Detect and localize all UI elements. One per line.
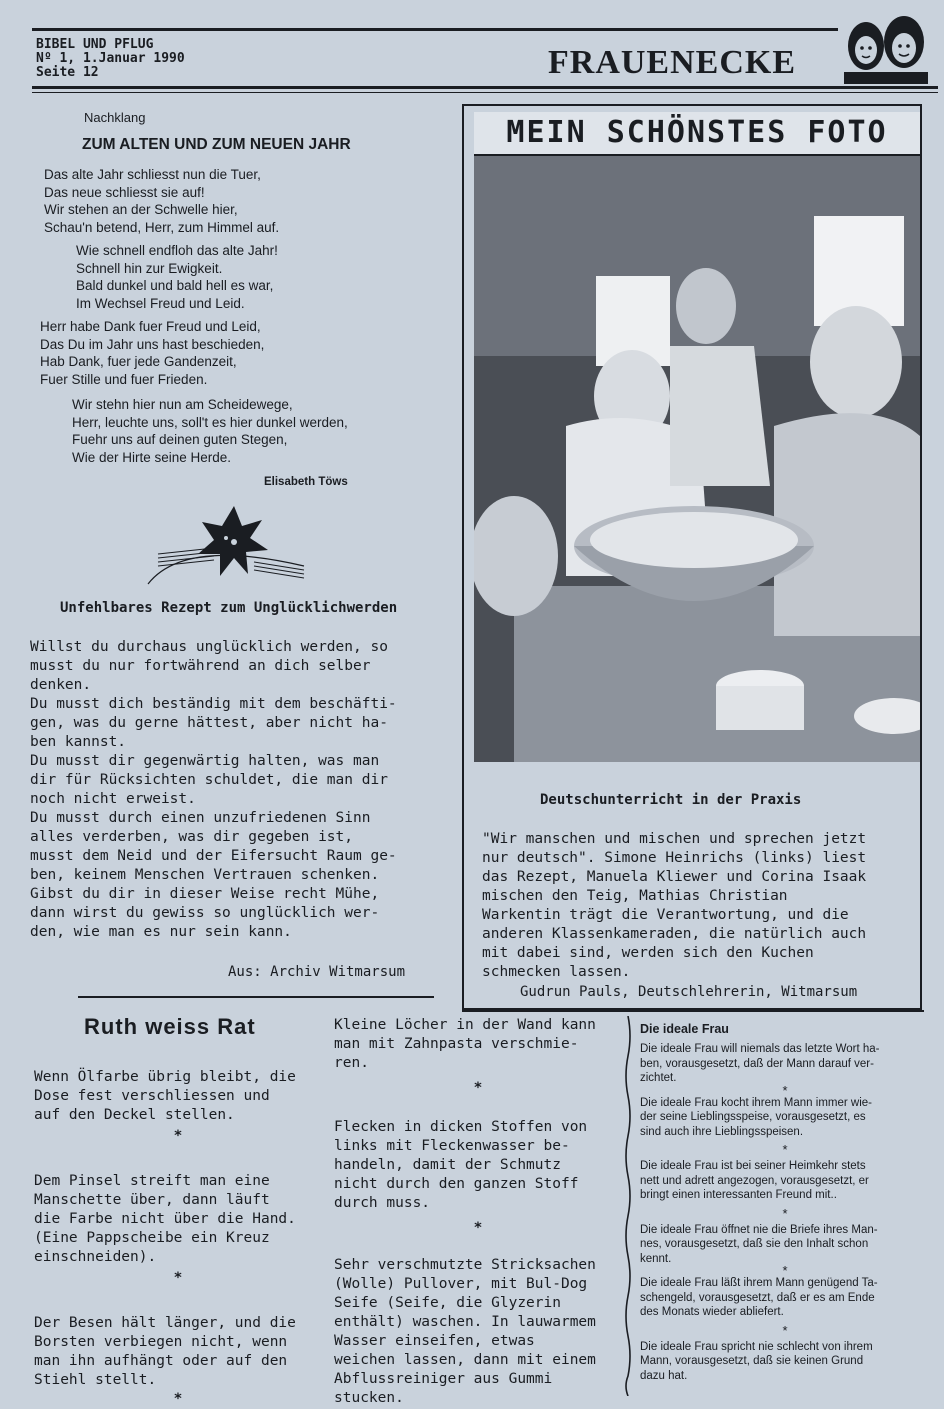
- recipe-line: Du musst dich beständig mit dem beschäfti-: [30, 696, 397, 712]
- separator-star: *: [173, 1270, 183, 1286]
- section-title: FRAUENECKE: [548, 44, 797, 81]
- photo-caption: [482, 830, 914, 982]
- advice-line: man mit Zahnpasta verschmie-: [334, 1036, 579, 1052]
- advice-column-left: [34, 1068, 322, 1409]
- poem-line: Wir stehen an der Schwelle hier,: [44, 202, 238, 217]
- recipe-line: musst du nur fortwährend an dich selber: [30, 658, 371, 674]
- advice-line: Dose fest verschliessen und: [34, 1088, 270, 1104]
- masthead-issue: Nº 1, 1.Januar 1990: [36, 51, 185, 66]
- recipe-source: Aus: Archiv Witmarsum: [228, 964, 406, 980]
- recipe-line: gen, was du gerne hättest, aber nicht ha-: [30, 715, 388, 731]
- ideal-wife-body: [640, 1042, 930, 1383]
- advice-line: handeln, damit der Schmutz: [334, 1157, 561, 1173]
- advice-line: Borsten verbiegen nicht, wenn: [34, 1334, 288, 1350]
- caption-line: anderen Klassenkameraden, die natürlich auch: [482, 926, 867, 942]
- caption-line: das Rezept, Manuela Kliewer und Corina Isaak: [482, 869, 867, 885]
- ideal-line: schengeld, vorausgesetzt, daß er es am Ende: [640, 1291, 875, 1304]
- recipe-line: Gibst du dir in dieser Weise recht Mühe,: [30, 886, 380, 902]
- advice-line: Seife (Seife, die Glyzerin: [334, 1295, 561, 1311]
- advice-line: durch muss.: [334, 1195, 431, 1211]
- ideal-line: Mann, vorausgesetzt, daß sie keinen Grund: [640, 1355, 864, 1367]
- separator-star: *: [782, 1263, 788, 1278]
- caption-line: Warkentin trägt die Verantwortung, und die: [482, 907, 849, 923]
- poem-title: ZUM ALTEN UND ZUM NEUEN JAHR: [82, 136, 351, 153]
- ideal-line: Die ideale Frau läßt ihrem Mann genügend Ta-: [640, 1277, 878, 1289]
- masthead-bottom-rule: [32, 86, 938, 89]
- poem-stanza: [40, 318, 264, 388]
- caption-line: "Wir manschen und mischen und sprechen jetzt: [482, 831, 867, 847]
- advice-line: Stiehl stellt.: [34, 1372, 157, 1388]
- ideal-line: kennt.: [640, 1252, 672, 1265]
- photo-feature-header: MEIN SCHÖNSTES FOTO: [474, 112, 920, 156]
- recipe-line: musst dem Neid und der Eifersucht Raum ge-: [30, 848, 397, 864]
- advice-line: (Wolle) Pullover, mit Bul-Dog: [334, 1276, 588, 1292]
- poem-kicker: Nachklang: [84, 110, 146, 125]
- advice-line: einschneiden).: [34, 1249, 157, 1265]
- recipe-line: ben, keinem Menschen Vertrauen schenken.: [30, 867, 380, 883]
- poem-line: Das alte Jahr schliesst nun die Tuer,: [44, 167, 261, 182]
- poem-line: Wie der Hirte seine Herde.: [72, 449, 232, 465]
- photo-caption-title: Deutschunterricht in der Praxis: [540, 792, 802, 808]
- advice-line: man ihn aufhängt oder auf den: [34, 1353, 288, 1369]
- ideal-line: Die ideale Frau ist bei seiner Heimkehr stets: [640, 1160, 866, 1172]
- recipe-body: [30, 638, 434, 942]
- advice-line: Flecken in dicken Stoffen von: [334, 1119, 588, 1135]
- poem-line: Herr, leuchte uns, soll't es hier dunkel werden,: [72, 414, 348, 430]
- separator-star: *: [782, 1205, 788, 1221]
- right-section-divider: [462, 1010, 924, 1012]
- advice-line: Wasser einseifen, etwas: [334, 1333, 535, 1349]
- caption-line: schmecken lassen.: [482, 964, 631, 980]
- caption-line: mit dabei sind, werden sich den Kuchen: [482, 945, 814, 961]
- advice-line: die Farbe nicht über die Hand.: [34, 1211, 296, 1227]
- poem-line: Wie schnell endfloh das alte Jahr!: [76, 243, 278, 258]
- poem-line: Fuehr uns auf deinen guten Stegen,: [72, 432, 288, 447]
- recipe-line: den, wie man es nur sein kann.: [30, 924, 292, 940]
- advice-line: Der Besen hält länger, und die: [34, 1315, 296, 1331]
- ideal-line: dazu hat.: [640, 1369, 688, 1382]
- advice-line: nicht durch den ganzen Stoff: [334, 1176, 579, 1192]
- advice-line: Dem Pinsel streift man eine: [34, 1173, 270, 1189]
- masthead-page-number: Seite 12: [36, 65, 99, 80]
- left-section-divider: [78, 996, 434, 998]
- advice-line: stucken.: [334, 1390, 404, 1406]
- masthead-bottom-rule-thin: [32, 92, 938, 93]
- ideal-line: Die ideale Frau will niemals das letzte Wort ha-: [640, 1043, 880, 1055]
- recipe-line: dann wirst du gewiss so unglücklich wer-: [30, 905, 380, 921]
- advice-line: Kleine Löcher in der Wand kann: [334, 1017, 596, 1033]
- ideal-line: ben, vorausgesetzt, daß der Mann darauf ver-: [640, 1057, 874, 1070]
- recipe-line: dir für Rücksichten schuldet, die man dir: [30, 772, 388, 788]
- separator-star: *: [473, 1080, 483, 1096]
- ideal-line: Die ideale Frau kocht ihrem Mann immer wie-: [640, 1096, 872, 1109]
- advice-line: links mit Fleckenwasser be-: [334, 1138, 570, 1154]
- poem-stanza: [44, 166, 279, 236]
- ideal-line: Die ideale Frau spricht nie schlecht von ihrem: [640, 1340, 873, 1353]
- advice-column-right: [334, 1016, 622, 1408]
- poem-stanza: [72, 396, 348, 466]
- poem-line: Im Wechsel Freud und Leid.: [76, 295, 245, 311]
- poem-line: Schnell hin zur Ewigkeit.: [76, 260, 223, 276]
- advice-line: auf den Deckel stellen.: [34, 1107, 235, 1123]
- recipe-line: Du musst dir gegenwärtig halten, was man: [30, 753, 380, 769]
- advice-line: Wenn Ölfarbe übrig bleibt, die: [34, 1069, 296, 1085]
- ideal-line: sind auch ihre Lieblingsspeisen.: [640, 1125, 804, 1138]
- separator-star: *: [173, 1128, 183, 1144]
- ideal-line: bringt einen interessanten Freund mit..: [640, 1189, 837, 1201]
- poem-line: Schau'n betend, Herr, zum Himmel auf.: [44, 219, 280, 235]
- advice-line: weichen lassen, dann mit einem: [334, 1352, 596, 1368]
- ideal-line: der seine Lieblingsspeise, vorausgesetzt, es: [640, 1111, 866, 1123]
- poem-author: Elisabeth Töws: [264, 476, 348, 488]
- separator-star: *: [473, 1220, 483, 1236]
- ideal-line: des Monats wieder abliefert.: [640, 1306, 784, 1318]
- separator-star: *: [782, 1082, 788, 1098]
- poem-stanza: [76, 242, 278, 312]
- poem-line: Hab Dank, fuer jede Gandenzeit,: [40, 354, 237, 369]
- advice-line: Sehr verschmutzte Stricksachen: [334, 1257, 596, 1273]
- wavy-column-divider: [622, 1016, 634, 1396]
- recipe-title: Unfehlbares Rezept zum Unglücklichwerden: [60, 600, 398, 616]
- recipe-line: Willst du durchaus unglücklich werden, so: [30, 639, 388, 655]
- poem-line: Fuer Stille und fuer Frieden.: [40, 371, 208, 387]
- poem-line: Herr habe Dank fuer Freud und Leid,: [40, 319, 261, 334]
- poem-line: Bald dunkel und bald hell es war,: [76, 278, 274, 293]
- separator-star: *: [782, 1322, 788, 1338]
- caption-line: mischen den Teig, Mathias Christian: [482, 888, 788, 904]
- holly-music-ornament-icon: [144, 498, 314, 592]
- masthead-publication: BIBEL UND PFLUG: [36, 37, 154, 52]
- poem-line: Das Du im Jahr uns hast beschieden,: [40, 336, 265, 352]
- separator-star: *: [173, 1391, 183, 1407]
- recipe-line: noch nicht erweist.: [30, 791, 196, 807]
- masthead-info: [36, 38, 185, 80]
- recipe-line: ben kannst.: [30, 734, 127, 750]
- advice-line: Abflussreiniger aus Gummi: [334, 1371, 553, 1387]
- caption-line: nur deutsch". Simone Heinrichs (links) liest: [482, 850, 867, 866]
- photo-credit: Gudrun Pauls, Deutschlehrerin, Witmarsum: [520, 984, 858, 1000]
- poem-line: Das neue schliesst sie auf!: [44, 184, 205, 200]
- children-baking-photo: [474, 156, 920, 762]
- advice-column-title: Ruth weiss Rat: [84, 1014, 256, 1039]
- recipe-line: denken.: [30, 677, 92, 693]
- recipe-line: alles verderben, was dir gegeben ist,: [30, 829, 354, 845]
- ideal-wife-title: Die ideale Frau: [640, 1022, 729, 1036]
- separator-star: *: [782, 1142, 788, 1157]
- poem-line: Wir stehn hier nun am Scheidewege,: [72, 397, 293, 412]
- women-faces-logo-icon: [836, 6, 936, 86]
- ideal-line: nett und adrett angezogen, vorausgesetzt, er: [640, 1174, 869, 1187]
- advice-line: Manschette über, dann läuft: [34, 1192, 270, 1208]
- advice-line: (Eine Pappscheibe ein Kreuz: [34, 1230, 270, 1246]
- ideal-line: Die ideale Frau öffnet nie die Briefe ihres Man-: [640, 1223, 878, 1236]
- advice-line: enthält) waschen. In lauwarmem: [334, 1314, 596, 1330]
- top-rule: [32, 28, 838, 31]
- ideal-line: zichtet.: [640, 1072, 677, 1084]
- advice-line: ren.: [334, 1055, 369, 1071]
- ideal-line: nes, vorausgesetzt, daß sie den Inhalt schon: [640, 1238, 869, 1250]
- recipe-line: Du musst durch einen unzufriedenen Sinn: [30, 810, 371, 826]
